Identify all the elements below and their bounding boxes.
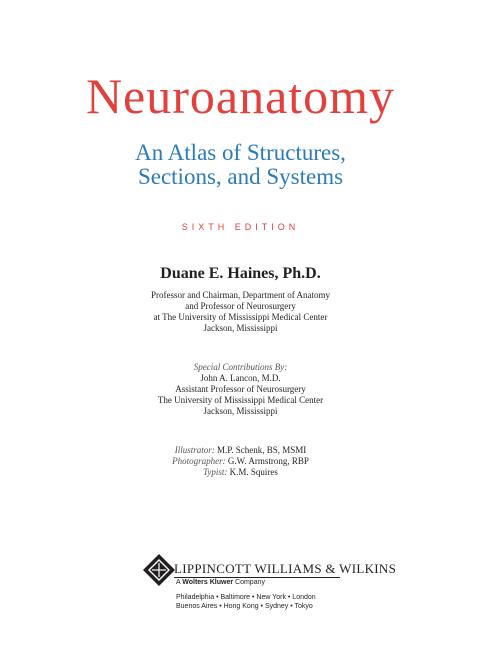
contributor-line: Jackson, Mississippi <box>203 406 278 416</box>
typist-credit <box>0 467 481 478</box>
contributor-line: John A. Lancon, M.D. <box>200 373 281 383</box>
publisher-parent <box>176 579 265 586</box>
photographer-label: Photographer: <box>172 456 226 466</box>
contributor-line: Assistant Professor of Neurosurgery <box>175 384 306 394</box>
illustrator-name: M.P. Schenk, BS, MSMI <box>216 445 307 455</box>
credits <box>0 445 481 478</box>
author-name: Duane E. Haines, Ph.D. <box>160 265 321 282</box>
author-affiliation <box>0 290 481 334</box>
publisher-cities <box>176 593 316 611</box>
publisher-parent-prefix: A <box>176 579 181 586</box>
illustrator-label: Illustrator: <box>174 445 215 455</box>
author-line: at The University of Mississippi Medical Center <box>153 312 328 322</box>
cities-line-1: Philadelphia • Baltimore • New York • London <box>176 594 316 601</box>
typist-label: Typist: <box>203 467 228 477</box>
publisher-name: LIPPINCOTT WILLIAMS & WILKINS <box>174 561 397 576</box>
subtitle-line-1: An Atlas of Structures, <box>135 140 346 165</box>
contributions-heading: Special Contributions By: <box>193 362 288 372</box>
special-contributions <box>0 362 481 417</box>
publisher-divider <box>174 577 340 578</box>
author-line: Professor and Chairman, Department of Anatomy <box>151 290 330 300</box>
contributor-line: The University of Mississippi Medical Center <box>157 395 324 405</box>
publisher-parent-brand: Wolters Kluwer <box>182 579 234 586</box>
book-title: Neuroanatomy <box>85 68 396 124</box>
typist-name: K.M. Squires <box>229 467 278 477</box>
illustrator-credit <box>0 445 481 456</box>
publisher-diamond-icon <box>142 553 176 587</box>
publisher-logo <box>142 553 397 613</box>
book-subtitle <box>0 141 481 189</box>
photographer-name: G.W. Armstrong, RBP <box>227 456 309 466</box>
cities-line-2: Buenos Aires • Hong Kong • Sydney • Tokyo <box>176 603 313 610</box>
publisher-parent-suffix: Company <box>235 579 265 586</box>
author-line: Jackson, Mississippi <box>203 323 278 333</box>
subtitle-line-2: Sections, and Systems <box>137 164 344 189</box>
edition-label: SIXTH EDITION <box>181 222 300 232</box>
photographer-credit <box>0 456 481 467</box>
author-line: and Professor of Neurosurgery <box>185 301 296 311</box>
